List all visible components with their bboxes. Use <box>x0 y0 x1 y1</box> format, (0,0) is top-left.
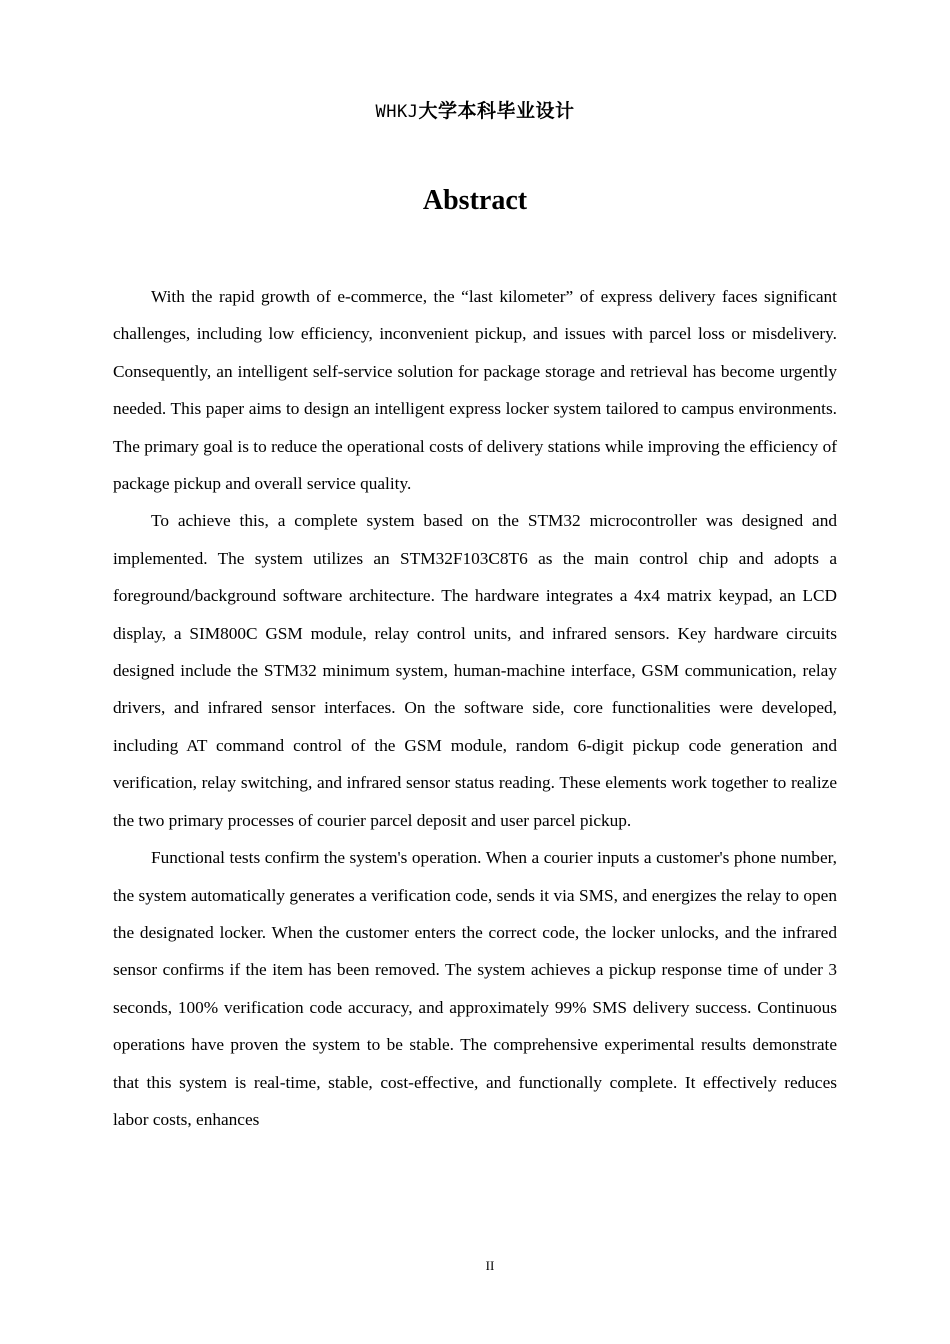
paragraph-1: With the rapid growth of e-commerce, the “last kilometer” of express delivery faces significant challenges, including low efficiency, inconvenient pickup, and issues with parcel loss or misdelivery. Consequently, an intelligent self-service solution for package storage and retrieval has become urgently needed. This paper aims to design an intelligent express locker system tailored to campus environments. The primary goal is to reduce the operational costs of delivery stations while improving the efficiency of package pickup and overall service quality. <box>113 287 837 494</box>
header-thesis-label: 大学本科毕业设计 <box>418 100 575 122</box>
running-header <box>0 96 950 123</box>
page-title: Abstract <box>422 185 528 216</box>
paragraph-2: To achieve this, a complete system based on the STM32 microcontroller was designed and implemented. The system utilizes an STM32F103C8T6 as the main control chip and adopts a foreground/background software architecture. The hardware integrates a 4x4 matrix keypad, an LCD display, a SIM800C GSM module, relay control units, and infrared sensors. Key hardware circuits designed include the STM32 minimum system, human-machine interface, GSM communication, relay drivers, and infrared sensor interfaces. On the software side, core functionalities were developed, including AT command control of the GSM module, random 6-digit pickup code generation and verification, relay switching, and infrared sensor status reading. These elements work together to realize the two primary processes of courier parcel deposit and user parcel pickup. <box>113 511 837 830</box>
paragraph-3: Functional tests confirm the system's operation. When a courier inputs a customer's phone number, the system automatically generates a verification code, sends it via SMS, and energizes the relay to open the designated locker. When the customer enters the correct code, the locker unlocks, and the infrared sensor confirms if the item has been removed. The system achieves a pickup response time of under 3 seconds, 100% verification code accuracy, and approximately 99% SMS delivery success. Continuous operations have proven the system to be stable. The comprehensive experimental results demonstrate that this system is real-time, stable, cost-effective, and functionally complete. It effectively reduces labor costs, enhances <box>113 848 837 1129</box>
header-university-code: WHKJ <box>375 102 419 122</box>
page-number: II <box>485 1258 495 1273</box>
abstract-body <box>113 278 837 1138</box>
